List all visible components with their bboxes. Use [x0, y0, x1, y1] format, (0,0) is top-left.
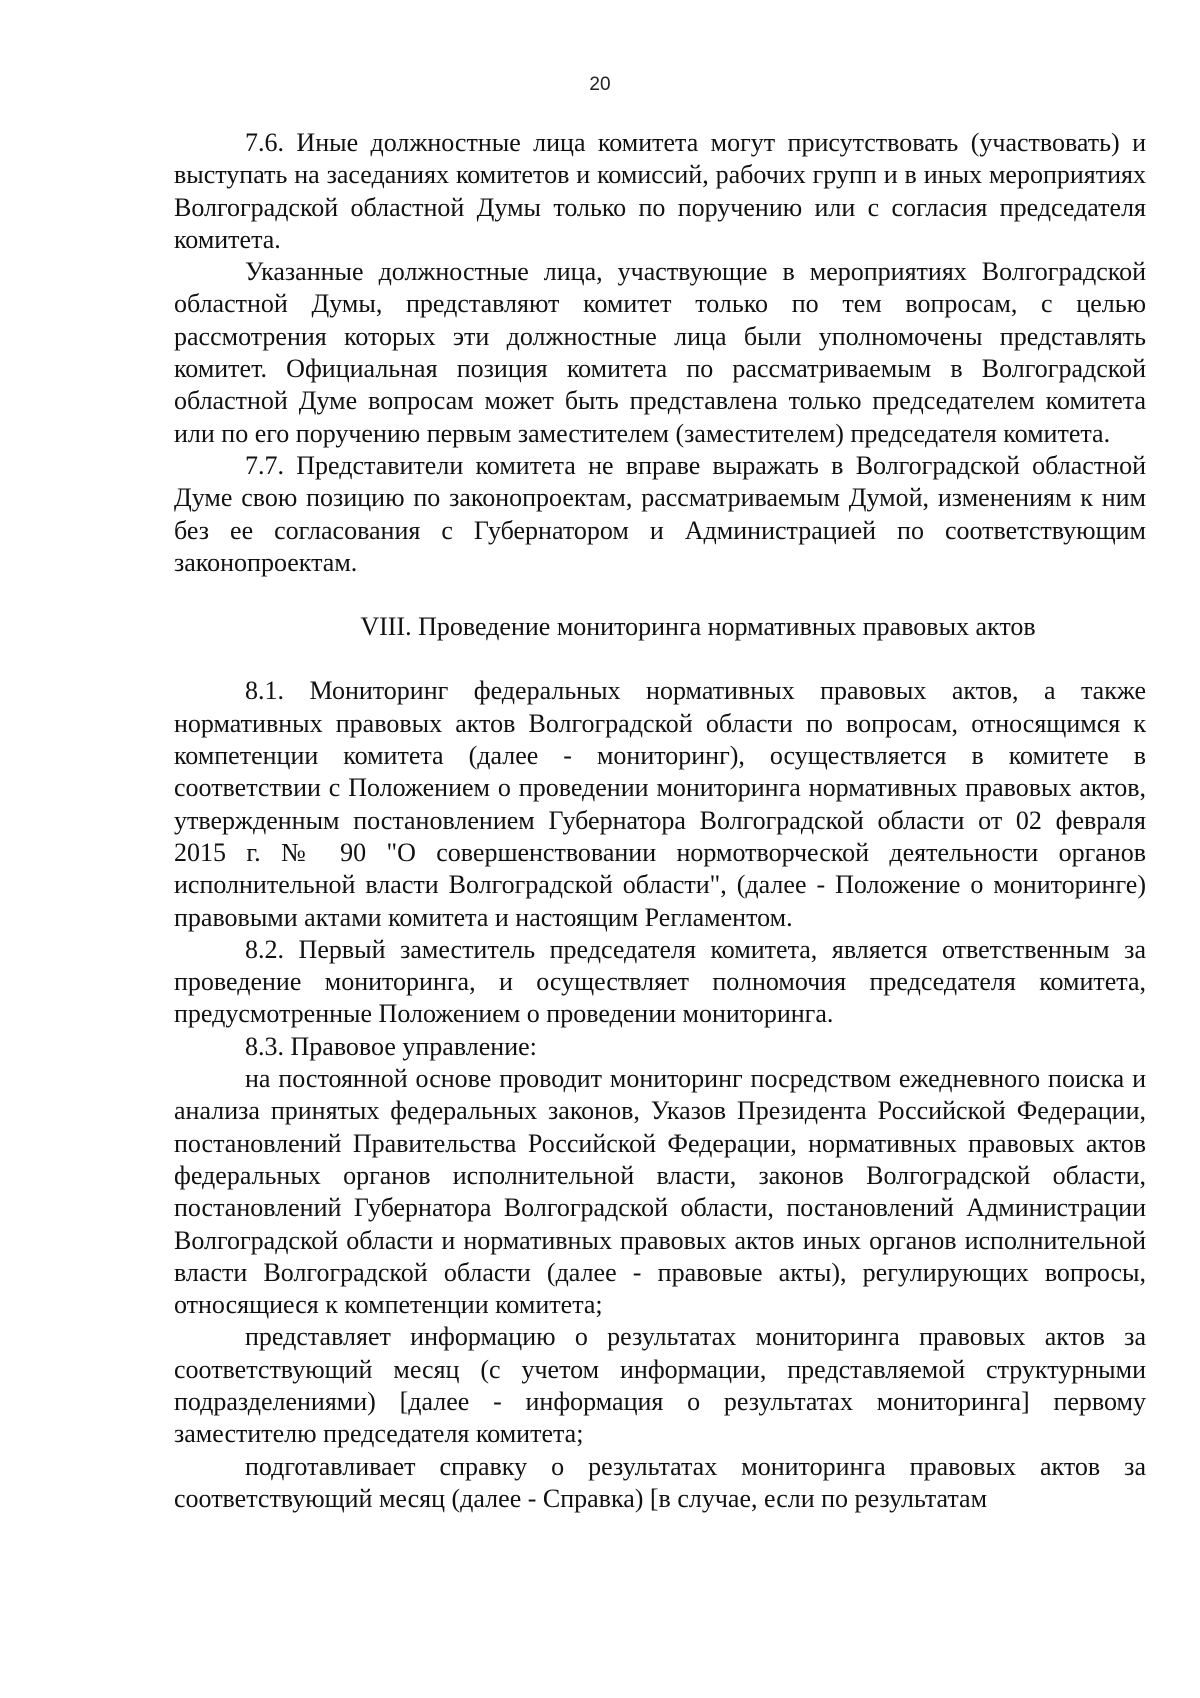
paragraph-8-2: 8.2. Первый заместитель председателя комитета, является ответственным за проведение мониторинга, и осуществляет полномочия председателя комитета, предусмотренные Положением о проведении мониторинга. — [174, 934, 1146, 1029]
paragraph-7-7: 7.7. Представители комитета не вправе выражать в Волгоградской областной Думе свою позицию по законопроектам, рассматриваемым Думой, изменениям к ним без ее согласования с Губернатором и Администрацией по соответствующим законопроектам. — [174, 450, 1146, 577]
paragraph-8-3-item-3: подготавливает справку о результатах мониторинга правовых актов за соответствующий месяц (далее - Справка) [в случае, если по результатам — [174, 1451, 1146, 1513]
paragraph-8-1: 8.1. Мониторинг федеральных нормативных правовых актов, а также нормативных правовых актов Волгоградской области по вопросам, относящимся к компетенции комитета (далее - мониторинг), осуществляется в комитете в соответствии с Положением о проведении мониторинга нормативных правовых актов, утвержденным постановлением Губернатора Волгоградской области от 02 февраля 2015 г. № 90 "О совершенствовании нормотворческой деятельности органов исполнительной власти Волгоградской области", (далее - Положение о мониторинге) правовыми актами комитета и настоящим Регламентом. — [174, 676, 1146, 932]
section-heading-viii: VIII. Проведение мониторинга нормативных правовых актов — [360, 612, 1036, 642]
paragraph-7-6-continued: Указанные должностные лица, участвующие в мероприятиях Волгоградской областной Думы, представляют комитет только по тем вопросам, с целью рассмотрения которых эти должностные лица были уполномочены представлять комитет. Официальная позиция комитета по рассматриваемым в Волгоградской областной Думе вопросам может быть представлена только председателем комитета или по его поручению первым заместителем (заместителем) председателя комитета. — [174, 257, 1146, 448]
paragraph-8-3-item-1: на постоянной основе проводит мониторинг посредством ежедневного поиска и анализа принятых федеральных законов, Указов Президента Российской Федерации, постановлений Правительства Российской Федерации, нормативных правовых актов федеральных органов исполнительной власти, законов Волгоградской области, постановлений Губернатора Волгоградской области, постановлений Администрации Волгоградской области и нормативных правовых актов иных органов исполнительной власти Волгоградской области (далее - правовые акты), регулирующих вопросы, относящиеся к компетенции комитета; — [174, 1064, 1146, 1320]
page-number: 20 — [589, 74, 611, 95]
document-body — [174, 127, 1146, 1515]
paragraph-8-3-item-2: представляет информацию о результатах мониторинга правовых актов за соответствующий месяц (с учетом информации, представляемой структурными подразделениями) [далее - информация о результатах мониторинга] первому заместителю председателя комитета; — [174, 1322, 1146, 1449]
paragraph-7-6: 7.6. Иные должностные лица комитета могут присутствовать (участвовать) и выступать на заседаниях комитетов и комиссий, рабочих групп и в иных мероприятиях Волгоградской областной Думы только по поручению или с согласия председателя комитета. — [174, 128, 1146, 254]
paragraph-8-3: 8.3. Правовое управление: — [245, 1031, 537, 1061]
